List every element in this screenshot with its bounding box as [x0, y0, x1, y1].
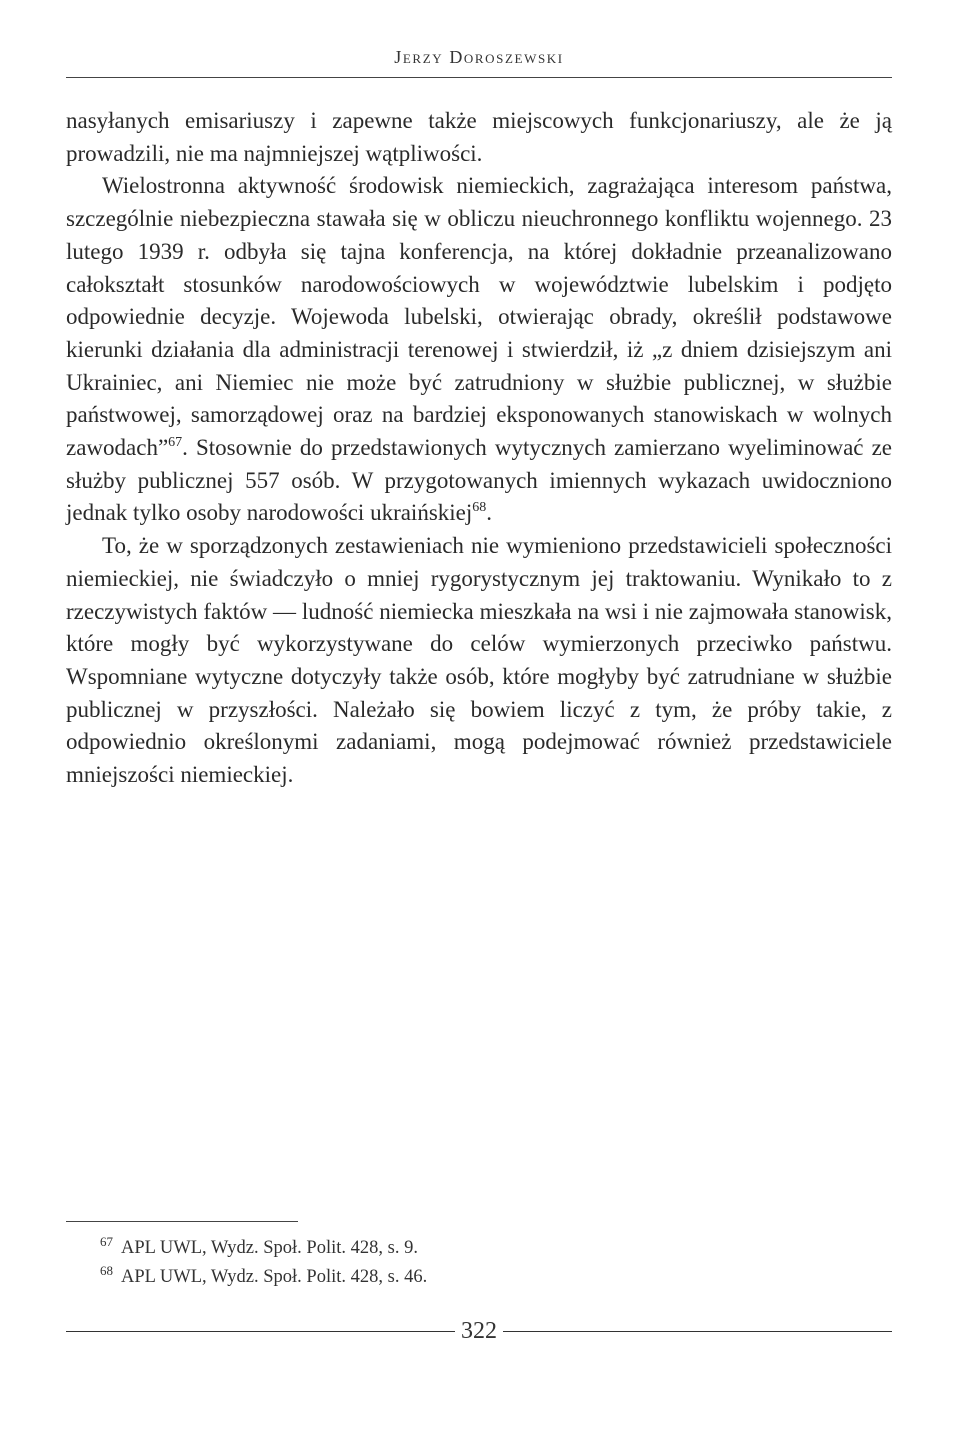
- paragraph-text: Wielostronna aktywność środowisk niemieckich, zagrażająca interesom państwa, szczególnie niebezpieczna stawała się w obliczu nieuchronnego konfliktu wojennego. 23 lutego 1939 r. odbyła się tajna konferencja, na której dokładnie przeanalizowano całokształt stosunków narodowościowych w województwie lubelskim i podjęto odpowiednie decyzje. Wojewoda lubelski, otwierając obrady, określił podstawowe kierunki działania dla administracji terenowej i stwierdził, iż „z dniem dzisiejszym ani Ukrainiec, ani Niemiec nie może być zatrudniony w służbie publicznej, w służbie państwowej, samorządowej oraz na bardziej eksponowanych stanowiskach w wolnych zawodach”: [66, 173, 892, 461]
- footnote-text: APL UWL, Wydz. Społ. Polit. 428, s. 46.: [121, 1267, 428, 1287]
- footnote-reference[interactable]: 68: [472, 500, 487, 516]
- footnote-text: APL UWL, Wydz. Społ. Polit. 428, s. 9.: [121, 1238, 418, 1258]
- footer-rule-right: [503, 1331, 892, 1332]
- paragraph-continued: nasyłanych emisariuszy i zapewne także miejscowych funkcjonariuszy, ale że ją prowadzili, nie ma najmniejszej wątpliwości.: [66, 108, 892, 166]
- page-footer: [66, 1318, 892, 1345]
- footnote-number: 67: [100, 1234, 113, 1249]
- footnote-reference[interactable]: 67: [168, 435, 183, 451]
- main-text: [66, 105, 892, 792]
- running-header: Jerzy Doroszewski: [394, 47, 564, 67]
- header-divider: [66, 77, 892, 78]
- paragraph-german-community: To, że w sporządzonych zestawieniach nie wymieniono przedstawicieli społeczności niemieckiej, nie świadczyło o mniej rygorystycznym jej traktowaniu. Wynikało to z rzeczywistych faktów — ludność niemiecka mieszkała na wsi i nie zajmowała stanowisk, które mogły być wykorzystywane do celów wymierzonych przeciwko państwu. Wspomniane wytyczne dotyczyły także osób, które mogłyby być zatrudniane w służbie publicznej w przyszłości. Należało się bowiem liczyć z tym, że próby takie, z odpowiednio określonymi zadaniami, mogą podejmować również przedstawiciele mniejszości niemieckiej.: [66, 533, 892, 788]
- paragraph-text: . Stosownie do przedstawionych wytycznych zamierzano wyeliminować ze służby publicznej 557 osób. W przygotowanych imiennych wykazach uwidoczniono jednak tylko osoby narodowości ukraińskiej: [66, 435, 892, 526]
- paragraph-german-activity: [66, 170, 892, 530]
- footnote-67: [100, 1234, 427, 1263]
- footnote-divider: [66, 1221, 298, 1222]
- footnotes: [100, 1234, 427, 1292]
- footnote-number: 68: [100, 1263, 113, 1278]
- page-number: 322: [461, 1318, 497, 1344]
- paragraph-text: .: [486, 500, 493, 526]
- footnote-68: [100, 1263, 427, 1292]
- footer-rule-left: [66, 1331, 455, 1332]
